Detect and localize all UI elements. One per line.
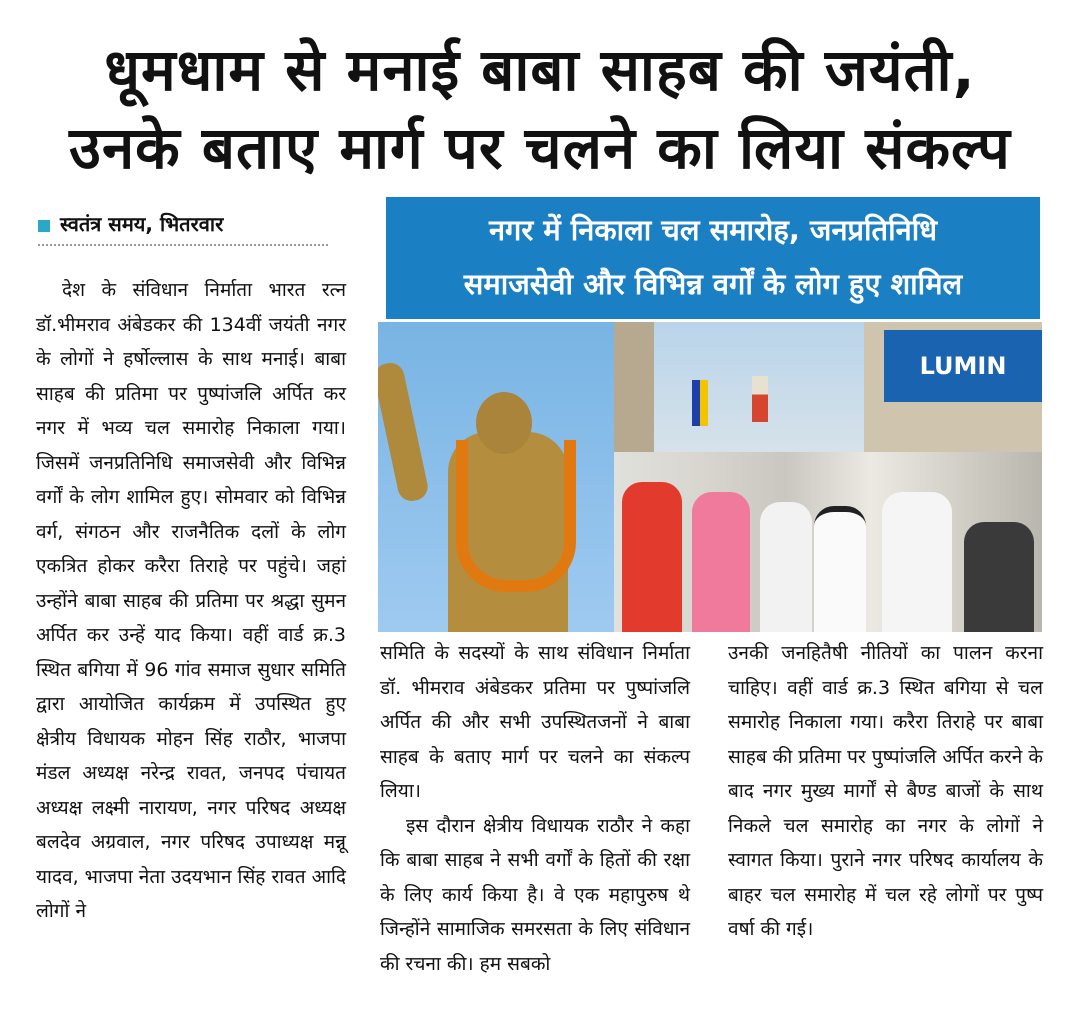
person-pink-kurta [692, 492, 750, 632]
article-column-1 [36, 273, 346, 929]
article-col2-para-2: इस दौरान क्षेत्रीय विधायक राठौर ने कहा कि बाबा साहब ने सभी वर्गों के हितों की रक्षा के लिए कार्य किया है। वे एक महापुरुष थे जिन्होंने सामाजिक समरसता के लिए संविधान की रचना की। हम सबको [380, 814, 690, 975]
headline-line-1: धूमधाम से मनाई बाबा साहब की जयंती, [104, 36, 976, 104]
article-col1-text: देश के संविधान निर्माता भारत रत्न डॉ.भीमराव अंबेडकर की 134वीं जयंती नगर के लोगों ने हर्षोल्लास के साथ मनाई। बाबा साहब की प्रतिमा पर पुष्पांजलि अर्पित कर नगर में भव्य चल समारोह निकाला गया। जिसमें जनप्रतिनिधि समाजसेवी और विभिन्न वर्गों के लोग शामिल हुए। सोमवार को विभिन्न वर्ग, संगठन और राजनैतिक दलों के लोग एकत्रित होकर करैरा तिराहे पर पहुंचे। जहां उन्होंने बाबा साहब की प्रतिमा पर श्रद्धा सुमन अर्पित कर उन्हें याद किया। वहीं वार्ड क्र.3 स्थित बगिया में 96 गांव समाज सुधार समिति द्वारा आयोजित कार्यक्रम में उपस्थित हुए क्षेत्रीय विधायक मोहन सिंह राठौर, भाजपा मंडल अध्यक्ष नरेन्द्र रावत, जनपद पंचायत अध्यक्ष लक्ष्मी नारायण, नगर परिषद अध्यक्ष बलदेव अग्रवाल, नगर परिषद उपाध्यक्ष मन्नू यादव, भाजपा नेता उदयभान सिंह रावत आदि लोगों ने [36, 279, 346, 922]
article-column-3 [728, 636, 1043, 947]
person-white [760, 502, 812, 632]
person-red-shirt [622, 482, 682, 632]
article-col2-para-1: समिति के सदस्यों के साथ संविधान निर्माता डॉ. भीमराव अंबेडकर प्रतिमा पर पुष्पांजलि अर्पित की और सभी उपस्थितजनों ने बाबा साहब के बताए मार्ग पर चलने का संकल्प लिया। [380, 642, 690, 802]
person-white-2 [882, 492, 952, 632]
subheadline-line-2: समाजसेवी और विभिन्न वर्गों के लोग हुए शामिल [463, 267, 963, 301]
byline-marker-icon [38, 220, 50, 232]
person-girl [814, 506, 866, 632]
article-col3-text: उनकी जनहितैषी नीतियों का पालन करना चाहिए। वहीं वार्ड क्र.3 स्थित बगिया से चल समारोह निकाला गया। करैरा तिराहे पर बाबा साहब की प्रतिमा पर पुष्पांजलि अर्पित करने के बाद नगर मुख्य मार्गों से बैण्ड बाजों के साथ निकले चल समारोह का नगर के लोगों ने स्वागत किया। पुराने नगर परिषद कार्यालय के बाहर चल समारोह में चल रहे लोगों पर पुष्प वर्षा की गई। [728, 642, 1043, 940]
statue-arm [378, 360, 430, 503]
procession-photo [614, 322, 1042, 632]
flag-blue [692, 380, 708, 426]
statue-photo [378, 322, 614, 632]
camera-person [964, 522, 1034, 632]
headline-line-2: उनके बताए मार्ग पर चलने का लिया संकल्प [69, 114, 1011, 182]
shop-sign: LUMIN [884, 330, 1042, 402]
article-column-2 [380, 636, 690, 981]
garland [456, 440, 576, 592]
subheadline-line-1: नगर में निकाला चल समारोह, जनप्रतिनिधि [488, 213, 938, 247]
flag-red [752, 376, 768, 422]
building-left [614, 322, 654, 472]
crowd [614, 452, 1042, 632]
byline-text: स्वतंत्र समय, भितरवार [60, 212, 224, 236]
subheadline-box [386, 197, 1040, 319]
byline [38, 208, 328, 246]
